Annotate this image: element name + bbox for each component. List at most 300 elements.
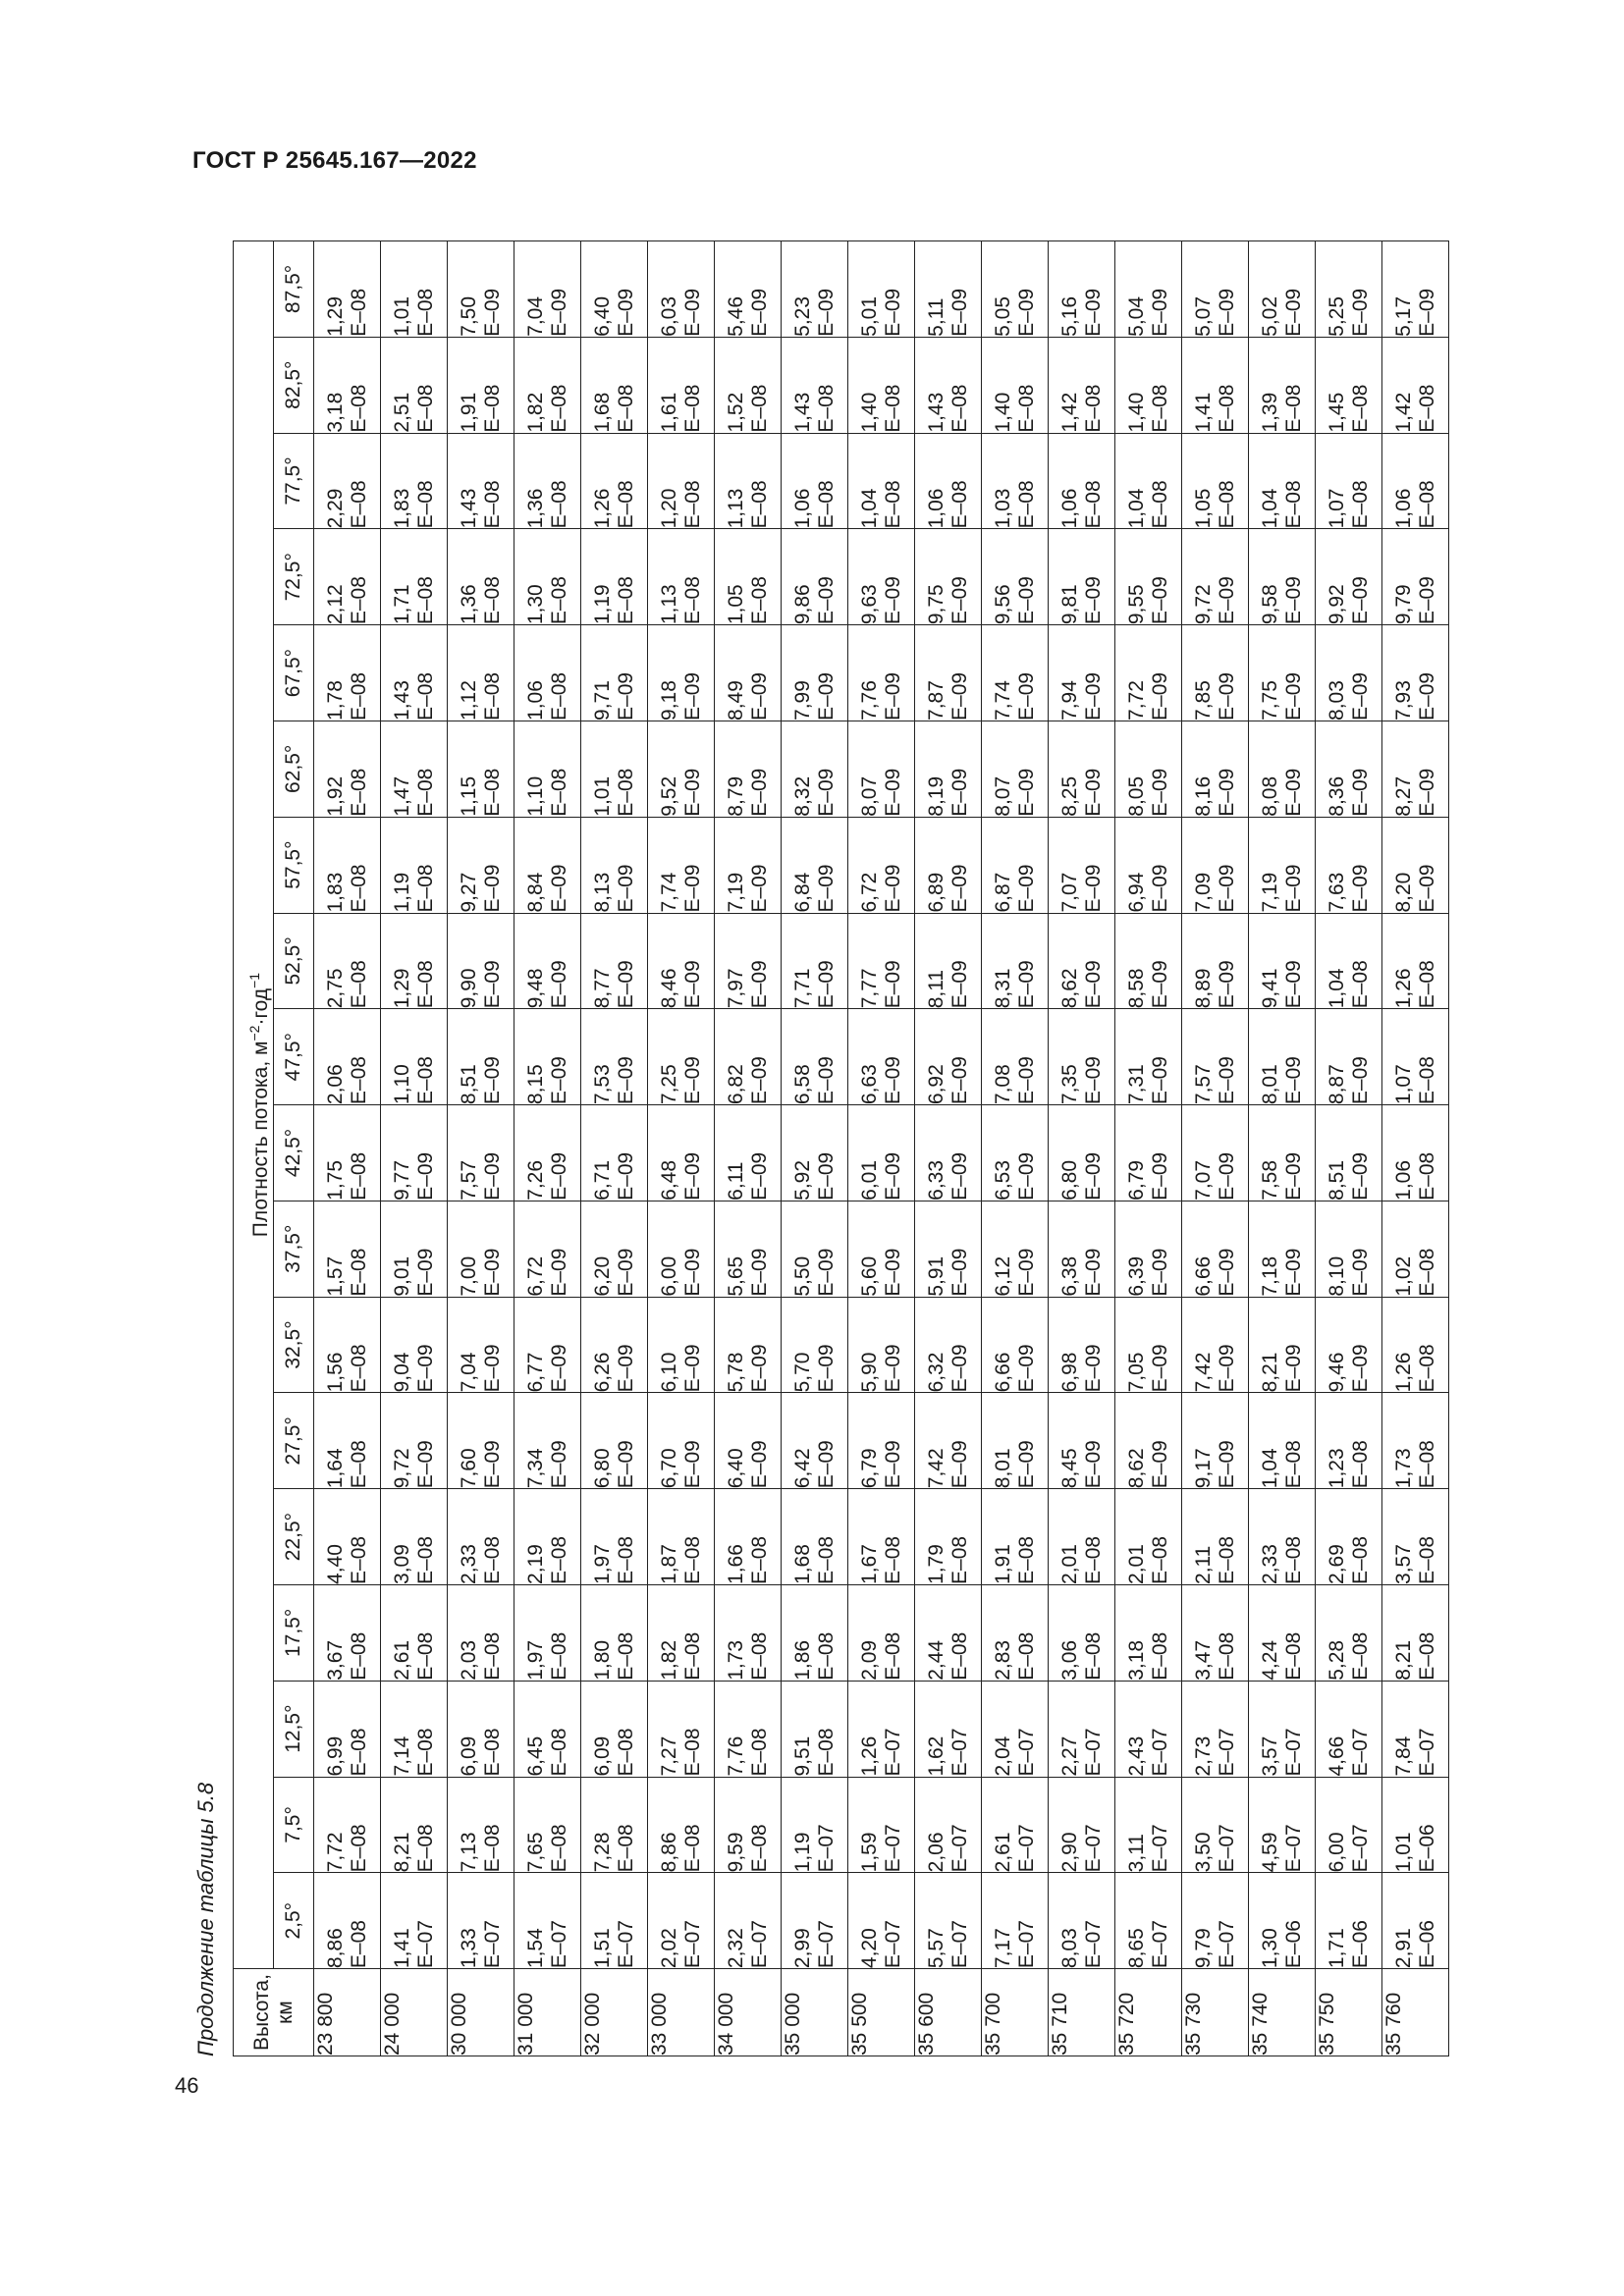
flux-mantissa: 1,04 (857, 488, 881, 529)
flux-exponent: E–09 (1014, 1248, 1038, 1297)
flux-exponent: E–08 (1281, 1631, 1305, 1681)
flux-value-cell (1115, 529, 1182, 625)
flux-mantissa: 7,72 (1124, 680, 1148, 721)
flux-exponent: E–09 (947, 671, 971, 721)
flux-value-cell (1049, 817, 1115, 913)
flux-mantissa: 5,65 (724, 1255, 747, 1297)
flux-exponent: E–09 (814, 671, 838, 721)
flux-value-cell (314, 1393, 381, 1489)
flux-exponent: E–09 (1215, 1151, 1238, 1201)
flux-value-cell (648, 241, 715, 338)
flux-exponent: E–09 (413, 1344, 437, 1393)
flux-mantissa: 5,17 (1391, 295, 1415, 337)
flux-mantissa: 8,21 (1258, 1352, 1281, 1393)
flux-mantissa: 1,45 (1325, 392, 1348, 433)
flux-mantissa: 2,83 (991, 1639, 1014, 1681)
flux-mantissa: 6,66 (1191, 1255, 1215, 1297)
flux-value-cell (915, 241, 982, 338)
altitude-cell: 35 710 (1049, 1969, 1115, 2056)
flux-mantissa: 6,79 (1124, 1159, 1148, 1201)
flux-value-cell (1115, 337, 1182, 433)
flux-exponent: E–09 (480, 1248, 504, 1297)
flux-mantissa: 6,45 (523, 1735, 547, 1777)
flux-mantissa: 9,79 (1391, 584, 1415, 625)
flux-mantissa: 1,15 (457, 775, 480, 817)
flux-value-cell (314, 1777, 381, 1873)
flux-mantissa: 7,65 (523, 1832, 547, 1873)
flux-exponent: E–09 (680, 1056, 704, 1105)
flux-exponent: E–09 (1148, 1344, 1171, 1393)
flux-exponent: E–09 (480, 1056, 504, 1105)
flux-mantissa: 8,21 (390, 1832, 413, 1873)
flux-exponent: E–09 (881, 671, 904, 721)
flux-mantissa: 2,29 (323, 488, 347, 529)
flux-value-cell (381, 913, 448, 1009)
flux-mantissa: 8,86 (657, 1832, 680, 1873)
flux-value-cell (1182, 337, 1249, 433)
flux-exponent: E–09 (747, 1440, 771, 1489)
flux-value-cell (1316, 913, 1382, 1009)
flux-value-cell (381, 817, 448, 913)
flux-mantissa: 1,54 (523, 1928, 547, 1969)
flux-exponent: E–08 (413, 1631, 437, 1681)
flux-mantissa: 1,40 (991, 392, 1014, 433)
flux-mantissa: 5,70 (790, 1352, 814, 1393)
flux-exponent: E–09 (1081, 1440, 1105, 1489)
flux-value-cell (1115, 1584, 1182, 1681)
flux-mantissa: 5,90 (857, 1352, 881, 1393)
flux-mantissa: 7,42 (924, 1448, 947, 1489)
flux-mantissa: 1,83 (323, 872, 347, 913)
flux-value-cell (982, 337, 1049, 433)
page-number: 46 (175, 2073, 199, 2098)
flux-exponent: E–08 (1415, 384, 1438, 433)
flux-mantissa: 8,36 (1325, 775, 1348, 817)
flux-exponent: E–09 (881, 1344, 904, 1393)
flux-value-cell (314, 1489, 381, 1585)
flux-value-cell (1049, 1489, 1115, 1585)
flux-value-cell (782, 1105, 848, 1201)
flux-exponent: E–09 (1148, 288, 1171, 337)
table-row (448, 241, 514, 2056)
flux-value-cell (514, 1777, 581, 1873)
flux-exponent: E–08 (1281, 384, 1305, 433)
flux-value-cell (1382, 241, 1449, 338)
angle-header: 67,5° (274, 625, 314, 721)
flux-mantissa: 1,41 (390, 1928, 413, 1969)
flux-exponent: E–08 (1215, 480, 1238, 529)
flux-mantissa: 7,58 (1258, 1159, 1281, 1201)
flux-mantissa: 9,81 (1057, 584, 1081, 625)
flux-mantissa: 8,05 (1124, 775, 1148, 817)
flux-mantissa: 4,40 (323, 1544, 347, 1584)
flux-exponent: E–08 (947, 480, 971, 529)
flux-mantissa: 6,32 (924, 1352, 947, 1393)
flux-mantissa: 1,26 (1391, 968, 1415, 1009)
flux-value-cell (782, 241, 848, 338)
flux-value-cell (848, 337, 915, 433)
flux-mantissa: 8,03 (1057, 1928, 1081, 1969)
flux-value-cell (1382, 913, 1449, 1009)
flux-mantissa: 1,43 (924, 392, 947, 433)
flux-mantissa: 7,25 (657, 1064, 680, 1105)
flux-value-cell (1115, 1201, 1182, 1297)
flux-exponent: E–09 (881, 1248, 904, 1297)
flux-value-cell (915, 721, 982, 817)
flux-value-cell (448, 1873, 514, 1969)
flux-exponent: E–08 (881, 1535, 904, 1584)
flux-exponent: E–09 (614, 288, 637, 337)
flux-value-cell (1382, 721, 1449, 817)
flux-value-cell (1316, 433, 1382, 529)
flux-mantissa: 6,82 (724, 1064, 747, 1105)
flux-exponent: E–09 (413, 1151, 437, 1201)
flux-mantissa: 2,44 (924, 1639, 947, 1681)
flux-exponent: E–09 (1148, 768, 1171, 817)
flux-exponent: E–08 (1014, 1535, 1038, 1584)
flux-value-cell (1049, 241, 1115, 338)
flux-exponent: E–08 (614, 1728, 637, 1777)
flux-exponent: E–08 (881, 384, 904, 433)
flux-value-cell (581, 625, 648, 721)
flux-mantissa: 1,73 (724, 1639, 747, 1681)
flux-exponent: E–08 (347, 864, 370, 913)
flux-value-cell (715, 1009, 782, 1105)
flux-mantissa: 6,10 (657, 1352, 680, 1393)
flux-value-cell (648, 1681, 715, 1777)
flux-exponent: E–09 (1281, 768, 1305, 817)
flux-value-cell (915, 433, 982, 529)
flux-exponent: E–09 (1014, 576, 1038, 625)
flux-value-cell (448, 817, 514, 913)
flux-value-cell (648, 721, 715, 817)
flux-mantissa: 8,62 (1124, 1448, 1148, 1489)
flux-value-cell (1115, 1873, 1182, 1969)
flux-exponent: E–09 (1081, 671, 1105, 721)
flux-value-cell (1182, 1873, 1249, 1969)
flux-exponent: E–08 (1348, 384, 1372, 433)
flux-value-cell (1316, 721, 1382, 817)
flux-value-cell (314, 1681, 381, 1777)
flux-exponent: E–08 (480, 384, 504, 433)
flux-value-cell (514, 1201, 581, 1297)
flux-value-cell (514, 433, 581, 529)
flux-value-cell (314, 721, 381, 817)
flux-mantissa: 9,63 (857, 584, 881, 625)
flux-mantissa: 5,78 (724, 1352, 747, 1393)
flux-mantissa: 7,31 (1124, 1064, 1148, 1105)
flux-value-cell (581, 1681, 648, 1777)
flux-value-cell (1115, 1105, 1182, 1201)
altitude-cell: 35 760 (1382, 1969, 1449, 2056)
flux-value-cell (915, 1777, 982, 1873)
flux-mantissa: 2,33 (457, 1544, 480, 1584)
flux-mantissa: 6,79 (857, 1448, 881, 1489)
flux-mantissa: 1,79 (924, 1544, 947, 1584)
flux-mantissa: 9,04 (390, 1352, 413, 1393)
flux-exponent: E–08 (547, 1824, 570, 1873)
flux-mantissa: 1,07 (1391, 1064, 1415, 1105)
flux-value-cell (381, 1105, 448, 1201)
flux-exponent: E–09 (1215, 288, 1238, 337)
flux-mantissa: 1,42 (1391, 392, 1415, 433)
flux-value-cell (1249, 1584, 1316, 1681)
flux-exponent: E–09 (1348, 288, 1372, 337)
flux-mantissa: 6,70 (657, 1448, 680, 1489)
flux-mantissa: 9,51 (790, 1735, 814, 1777)
flux-value-cell (1316, 1873, 1382, 1969)
flux-mantissa: 7,87 (924, 680, 947, 721)
flux-exponent: E–09 (680, 1151, 704, 1201)
flux-value-cell (448, 1297, 514, 1393)
flux-value-cell (848, 241, 915, 338)
flux-mantissa: 5,16 (1057, 295, 1081, 337)
flux-exponent: E–09 (1014, 768, 1038, 817)
flux-value-cell (715, 337, 782, 433)
flux-exponent: E–09 (947, 864, 971, 913)
flux-exponent: E–09 (1215, 1440, 1238, 1489)
flux-exponent: E–08 (1148, 384, 1171, 433)
flux-value-cell (848, 721, 915, 817)
flux-exponent: E–08 (347, 576, 370, 625)
flux-exponent: E–08 (1348, 480, 1372, 529)
flux-exponent: E–08 (1014, 1631, 1038, 1681)
flux-value-cell (1249, 1009, 1316, 1105)
flux-exponent: E–09 (947, 1056, 971, 1105)
flux-mantissa: 8,51 (1325, 1159, 1348, 1201)
flux-exponent: E–09 (680, 1248, 704, 1297)
flux-exponent: E–08 (1215, 1631, 1238, 1681)
flux-mantissa: 1,68 (590, 392, 614, 433)
flux-value-cell (982, 913, 1049, 1009)
flux-exponent: E–08 (814, 1631, 838, 1681)
angle-header: 7,5° (274, 1777, 314, 1873)
altitude-cell: 33 000 (648, 1969, 715, 2056)
flux-exponent: E–08 (1081, 384, 1105, 433)
flux-exponent: E–08 (680, 576, 704, 625)
flux-value-cell (448, 625, 514, 721)
table-row (381, 241, 448, 2056)
flux-mantissa: 7,57 (1191, 1064, 1215, 1105)
flux-mantissa: 2,27 (1057, 1735, 1081, 1777)
flux-exponent: E–08 (1415, 1440, 1438, 1489)
flux-mantissa: 2,32 (724, 1928, 747, 1969)
flux-value-cell (715, 1105, 782, 1201)
flux-exponent: E–07 (881, 1920, 904, 1969)
flux-mantissa: 5,50 (790, 1255, 814, 1297)
flux-mantissa: 6,00 (657, 1255, 680, 1297)
flux-exponent: E–08 (413, 768, 437, 817)
flux-mantissa: 1,33 (457, 1928, 480, 1969)
flux-value-cell (915, 337, 982, 433)
flux-value-cell (915, 817, 982, 913)
flux-exponent: E–08 (1348, 1440, 1372, 1489)
flux-mantissa: 7,13 (457, 1832, 480, 1873)
flux-exponent: E–08 (1014, 384, 1038, 433)
flux-exponent: E–08 (814, 384, 838, 433)
flux-mantissa: 6,98 (1057, 1352, 1081, 1393)
flux-value-cell (982, 1873, 1049, 1969)
flux-value-cell (314, 817, 381, 913)
angle-header: 72,5° (274, 529, 314, 625)
flux-exponent: E–08 (347, 1535, 370, 1584)
flux-mantissa: 7,27 (657, 1735, 680, 1777)
flux-value-cell (1115, 721, 1182, 817)
flux-exponent: E–08 (547, 768, 570, 817)
flux-value-cell (1182, 913, 1249, 1009)
flux-value-cell (381, 337, 448, 433)
flux-mantissa: 1,29 (390, 968, 413, 1009)
flux-exponent: E–09 (1081, 768, 1105, 817)
flux-value-cell (782, 625, 848, 721)
flux-exponent: E–09 (547, 960, 570, 1009)
flux-value-cell (448, 1681, 514, 1777)
flux-value-cell (1316, 817, 1382, 913)
flux-exponent: E–09 (1415, 671, 1438, 721)
table-row (581, 241, 648, 2056)
flux-mantissa: 2,09 (857, 1639, 881, 1681)
flux-value-cell (1182, 625, 1249, 721)
altitude-cell: 35 500 (848, 1969, 915, 2056)
flux-exponent: E–09 (814, 1344, 838, 1393)
flux-exponent: E–09 (1148, 576, 1171, 625)
flux-value-cell (581, 1777, 648, 1873)
flux-exponent: E–07 (1148, 1824, 1171, 1873)
flux-mantissa: 6,39 (1124, 1255, 1148, 1297)
flux-value-cell (982, 721, 1049, 817)
flux-exponent: E–09 (1281, 1151, 1305, 1201)
flux-value-cell (1249, 529, 1316, 625)
flux-exponent: E–08 (881, 480, 904, 529)
flux-mantissa: 2,19 (523, 1544, 547, 1584)
flux-value-cell (782, 721, 848, 817)
flux-value-cell (448, 1201, 514, 1297)
flux-mantissa: 7,60 (457, 1448, 480, 1489)
flux-exponent: E–09 (1014, 864, 1038, 913)
flux-mantissa: 7,35 (1057, 1064, 1081, 1105)
flux-mantissa: 6,80 (1057, 1159, 1081, 1201)
flux-mantissa: 7,85 (1191, 680, 1215, 721)
flux-mantissa: 6,00 (1325, 1832, 1348, 1873)
flux-mantissa: 1,26 (590, 488, 614, 529)
flux-exponent: E–09 (1014, 960, 1038, 1009)
flux-mantissa: 1,62 (924, 1735, 947, 1777)
flux-value-cell (314, 1297, 381, 1393)
flux-value-cell (848, 433, 915, 529)
flux-value-cell (314, 1201, 381, 1297)
flux-value-cell (381, 1201, 448, 1297)
flux-mantissa: 1,23 (1325, 1448, 1348, 1489)
flux-mantissa: 6,77 (523, 1352, 547, 1393)
flux-exponent: E–09 (1215, 576, 1238, 625)
flux-exponent: E–08 (614, 1535, 637, 1584)
flux-value-cell (648, 529, 715, 625)
flux-mantissa: 6,63 (857, 1064, 881, 1105)
flux-value-cell (314, 241, 381, 338)
flux-value-cell (381, 721, 448, 817)
flux-exponent: E–08 (413, 864, 437, 913)
flux-mantissa: 8,84 (523, 872, 547, 913)
flux-exponent: E–09 (747, 1248, 771, 1297)
flux-mantissa: 5,07 (1191, 295, 1215, 337)
flux-value-cell (848, 1201, 915, 1297)
flux-value-cell (648, 817, 715, 913)
flux-mantissa: 8,32 (790, 775, 814, 817)
flux-exponent: E–09 (747, 960, 771, 1009)
flux-mantissa: 7,19 (724, 872, 747, 913)
flux-mantissa: 9,79 (1191, 1928, 1215, 1969)
angle-header: 82,5° (274, 337, 314, 433)
flux-exponent: E–09 (1081, 1344, 1105, 1393)
flux-mantissa: 7,99 (790, 680, 814, 721)
flux-exponent: E–09 (1348, 864, 1372, 913)
flux-mantissa: 1,80 (590, 1639, 614, 1681)
flux-value-cell (448, 1393, 514, 1489)
flux-value-cell (581, 1009, 648, 1105)
flux-exponent: E–09 (547, 288, 570, 337)
flux-value-cell (314, 433, 381, 529)
flux-value-cell (982, 1201, 1049, 1297)
flux-exponent: E–09 (1281, 864, 1305, 913)
flux-exponent: E–09 (1348, 1151, 1372, 1201)
flux-value-cell (715, 241, 782, 338)
flux-mantissa: 1,20 (657, 488, 680, 529)
flux-mantissa: 3,11 (1124, 1834, 1148, 1873)
flux-mantissa: 1,04 (1124, 488, 1148, 529)
flux-value-cell (915, 1584, 982, 1681)
flux-value-cell (848, 1584, 915, 1681)
flux-value-cell (314, 913, 381, 1009)
flux-mantissa: 8,07 (991, 775, 1014, 817)
flux-value-cell (1382, 1105, 1449, 1201)
flux-value-cell (1382, 1009, 1449, 1105)
flux-exponent: E–09 (1281, 288, 1305, 337)
flux-value-cell (715, 817, 782, 913)
table-row (1382, 241, 1449, 2056)
flux-exponent: E–08 (747, 1535, 771, 1584)
flux-exponent: E–09 (1348, 576, 1372, 625)
flux-exponent: E–08 (680, 1824, 704, 1873)
flux-exponent: E–09 (1148, 1151, 1171, 1201)
flux-value-cell (514, 721, 581, 817)
flux-value-cell (1382, 1873, 1449, 1969)
flux-value-cell (915, 1681, 982, 1777)
flux-mantissa: 8,21 (1391, 1639, 1415, 1681)
flux-exponent: E–08 (1281, 480, 1305, 529)
angle-header: 47,5° (274, 1009, 314, 1105)
flux-value-cell (1049, 529, 1115, 625)
flux-exponent: E–07 (881, 1728, 904, 1777)
flux-exponent: E–09 (881, 576, 904, 625)
flux-value-cell (648, 1777, 715, 1873)
flux-mantissa: 1,43 (457, 488, 480, 529)
flux-value-cell (314, 337, 381, 433)
flux-exponent: E–09 (614, 960, 637, 1009)
flux-exponent: E–09 (480, 864, 504, 913)
flux-mantissa: 1,02 (1391, 1255, 1415, 1297)
flux-mantissa: 4,59 (1258, 1832, 1281, 1873)
flux-mantissa: 6,84 (790, 872, 814, 913)
flux-mantissa: 1,41 (1191, 392, 1215, 433)
flux-value-cell (514, 1584, 581, 1681)
flux-exponent: E–08 (413, 1824, 437, 1873)
table-row (848, 241, 915, 2056)
flux-exponent: E–09 (1081, 864, 1105, 913)
flux-value-cell (581, 433, 648, 529)
flux-exponent: E–08 (413, 576, 437, 625)
flux-mantissa: 2,12 (323, 584, 347, 625)
flux-exponent: E–07 (1081, 1824, 1105, 1873)
